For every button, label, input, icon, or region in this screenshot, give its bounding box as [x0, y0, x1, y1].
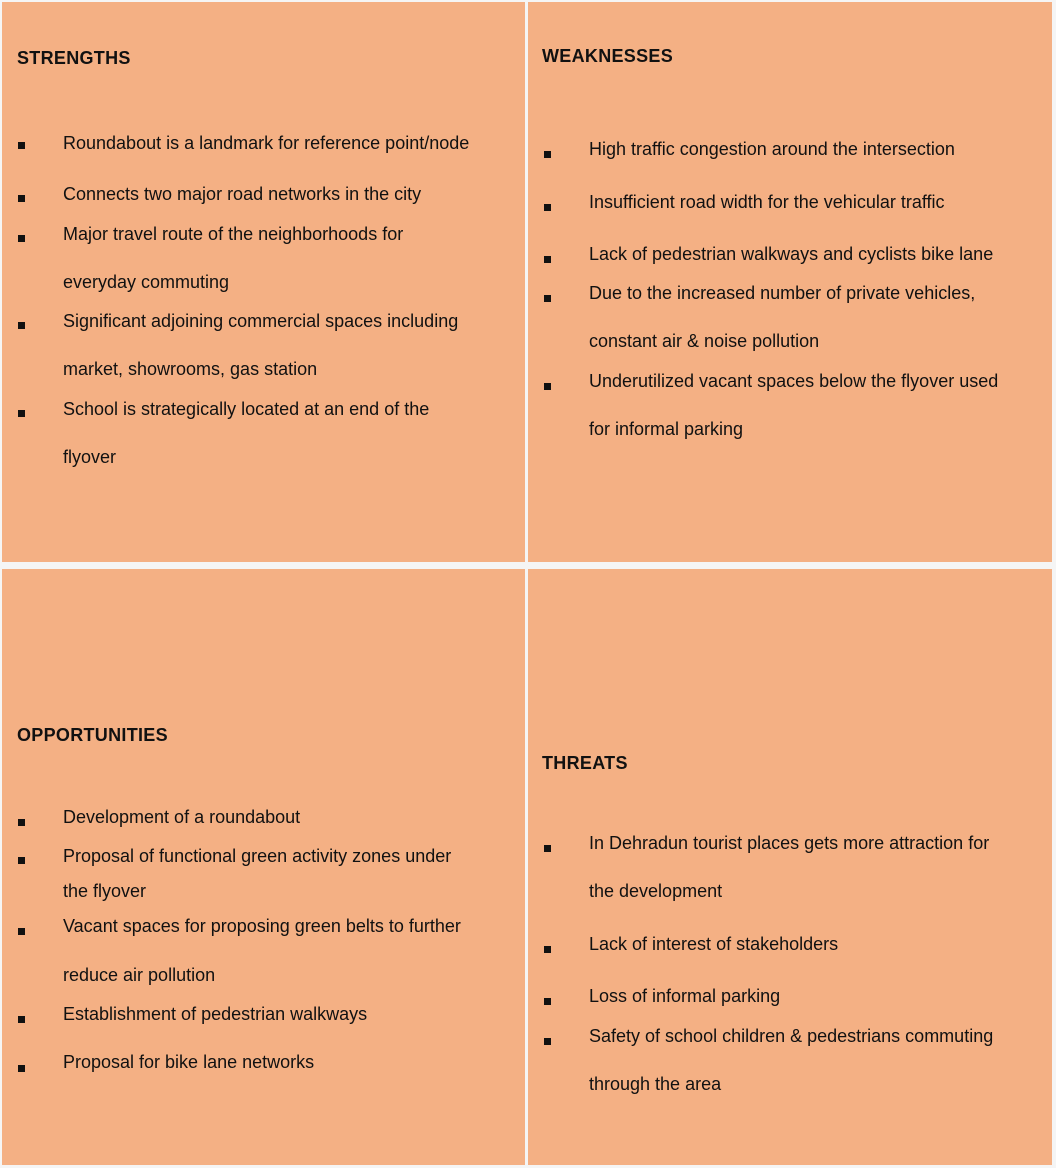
opportunities-cell [2, 569, 525, 1165]
bullet-icon [544, 845, 551, 852]
strengths-heading: STRENGTHS [17, 48, 131, 68]
item-text: Vacant spaces for proposing green belts to further [63, 916, 461, 936]
bullet-icon [18, 819, 25, 826]
item-text: Lack of interest of stakeholders [589, 934, 839, 954]
item-text: Connects two major road networks in the city [63, 184, 422, 204]
item-text-continued: market, showrooms, gas station [63, 359, 318, 379]
item-text-continued: through the area [589, 1074, 722, 1094]
bullet-icon [18, 235, 25, 242]
item-text-continued: for informal parking [589, 419, 744, 439]
item-text: Underutilized vacant spaces below the flyover used [589, 371, 999, 391]
item-text: Roundabout is a landmark for reference point/node [63, 133, 470, 153]
bullet-icon [18, 928, 25, 935]
item-text: Proposal of functional green activity zones under [63, 846, 452, 866]
threats-cell [528, 569, 1052, 1165]
item-text: Safety of school children & pedestrians commuting [589, 1026, 994, 1046]
bullet-icon [544, 383, 551, 390]
item-text-continued: constant air & noise pollution [589, 331, 820, 351]
item-text: Major travel route of the neighborhoods for [63, 224, 404, 244]
bullet-icon [18, 195, 25, 202]
item-text-continued: the flyover [63, 881, 147, 901]
bullet-icon [18, 857, 25, 864]
bullet-icon [18, 410, 25, 417]
item-text: In Dehradun tourist places gets more attraction for [589, 833, 990, 853]
bullet-icon [544, 946, 551, 953]
item-text: Establishment of pedestrian walkways [63, 1004, 368, 1024]
threats-heading: THREATS [542, 753, 628, 773]
item-text: Due to the increased number of private vehicles, [589, 283, 976, 303]
bullet-icon [544, 295, 551, 302]
item-text-continued: the development [589, 881, 723, 901]
weaknesses-heading: WEAKNESSES [542, 46, 674, 66]
bullet-icon [18, 142, 25, 149]
item-text: Loss of informal parking [589, 986, 781, 1006]
weaknesses-cell [528, 2, 1052, 562]
bullet-icon [544, 151, 551, 158]
item-text-continued: flyover [63, 447, 117, 467]
item-text: School is strategically located at an end of the [63, 399, 430, 419]
bullet-icon [18, 322, 25, 329]
bullet-icon [544, 256, 551, 263]
bullet-icon [544, 204, 551, 211]
opportunities-heading: OPPORTUNITIES [17, 725, 168, 745]
item-text: Proposal for bike lane networks [63, 1052, 315, 1072]
item-text: Insufficient road width for the vehicular traffic [589, 192, 945, 212]
item-text: High traffic congestion around the intersection [589, 139, 955, 159]
strengths-cell [2, 2, 525, 562]
bullet-icon [544, 998, 551, 1005]
item-text-continued: reduce air pollution [63, 965, 216, 985]
item-text-continued: everyday commuting [63, 272, 230, 292]
item-text: Lack of pedestrian walkways and cyclists bike lane [589, 244, 994, 264]
bullet-icon [18, 1016, 25, 1023]
bullet-icon [544, 1038, 551, 1045]
bullet-icon [18, 1065, 25, 1072]
item-text: Significant adjoining commercial spaces including [63, 311, 459, 331]
item-text: Development of a roundabout [63, 807, 301, 827]
